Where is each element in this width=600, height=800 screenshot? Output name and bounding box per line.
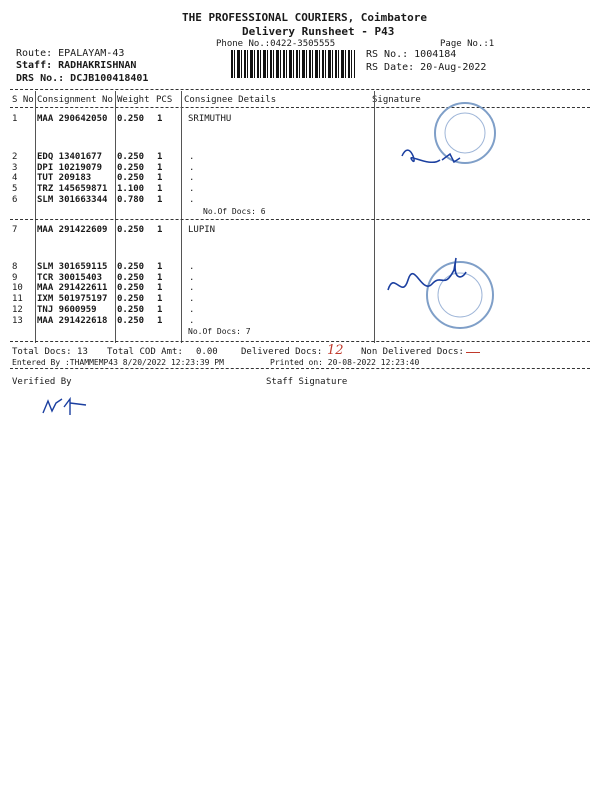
rs-number: RS No.: 1004184 (366, 49, 457, 60)
consignee-name: LUPIN (188, 225, 216, 235)
delivered-docs-label: Delivered Docs: (241, 347, 323, 357)
col-pcs: PCS (156, 95, 173, 105)
cell-weight: 1.100 (117, 184, 145, 195)
cell-sno: 2 (12, 152, 18, 162)
col-consignment: Consignment No (37, 95, 113, 105)
cell-weight: 0.250 (117, 162, 145, 173)
cell-pcs: 1 (157, 283, 163, 294)
cell-weight: 0.250 (117, 304, 145, 315)
cell-dot: . (189, 184, 195, 195)
runsheet-subtitle: Delivery Runsheet - P43 (242, 25, 395, 38)
cell-cno: TCR 30015403 (37, 272, 103, 283)
cell-sno: 13 (12, 315, 23, 326)
cell-dot: . (189, 294, 195, 305)
verified-by: Verified By (12, 377, 72, 387)
route-label: Route: EPALAYAM-43 (16, 48, 125, 59)
cell-weight: 0.250 (117, 152, 145, 162)
cell-sno: 9 (12, 272, 18, 283)
col-weight: Weight (117, 95, 150, 105)
cell-dot: . (189, 304, 195, 315)
cell-dot: . (189, 152, 195, 162)
cell-weight: 0.250 (117, 283, 145, 294)
company-stamp (382, 250, 512, 340)
drs-number: DRS No.: DCJB100418401 (16, 73, 149, 84)
cell-pcs: 1 (157, 225, 163, 235)
company-stamp (380, 98, 510, 188)
cell-cno: MAA 291422611 (37, 283, 108, 294)
cell-pcs: 1 (157, 114, 163, 124)
col-signature: Signature (372, 95, 421, 105)
cell-cno: SLM 301663344 (37, 194, 108, 205)
cell-cno: TRZ 145659871 (37, 184, 108, 195)
cell-sno: 8 (12, 262, 18, 272)
cell-sno: 10 (12, 283, 23, 294)
cell-weight: 0.250 (117, 114, 145, 124)
barcode (231, 50, 355, 78)
cell-weight: 0.250 (117, 262, 145, 272)
cell-dot: . (189, 162, 195, 173)
cell-weight: 0.250 (117, 315, 145, 326)
rs-date: RS Date: 20-Aug-2022 (366, 62, 487, 73)
cell-cno: TNJ 9600959 (37, 304, 97, 315)
cell-cno: DPI 10219079 (37, 162, 103, 173)
non-delivered-label: Non Delivered Docs: (361, 347, 464, 357)
cell-dot: . (189, 194, 195, 205)
cell-sno: 7 (12, 225, 18, 235)
verifier-signature (40, 393, 100, 421)
cell-dot: . (189, 173, 195, 184)
cell-dot: . (189, 315, 195, 326)
cell-sno: 12 (12, 304, 23, 315)
total-cod-value: 0.00 (196, 347, 218, 357)
cell-pcs: 1 (157, 152, 163, 162)
cell-pcs: 1 (157, 184, 163, 195)
cell-sno: 6 (12, 194, 18, 205)
consignee-name: SRIMUTHU (188, 114, 232, 124)
cell-pcs: 1 (157, 173, 163, 184)
cell-sno: 4 (12, 173, 18, 184)
cell-weight: 0.250 (117, 294, 145, 305)
col-consignee: Consignee Details (184, 95, 277, 105)
cell-weight: 0.250 (117, 173, 145, 184)
cell-cno: MAA 290642050 (37, 114, 108, 124)
cell-pcs: 1 (157, 194, 163, 205)
docs-count: No.Of Docs: 7 (188, 327, 251, 336)
cell-sno: 11 (12, 294, 23, 305)
cell-cno: TUT 209183 (37, 173, 92, 184)
cell-dot: . (189, 262, 195, 272)
cell-weight: 0.780 (117, 194, 145, 205)
docs-count: No.Of Docs: 6 (203, 207, 266, 216)
cell-weight: 0.250 (117, 272, 145, 283)
cell-pcs: 1 (157, 304, 163, 315)
cell-dot: . (189, 283, 195, 294)
cell-pcs: 1 (157, 294, 163, 305)
total-docs: Total Docs: 13 (12, 347, 88, 357)
cell-pcs: 1 (157, 162, 163, 173)
printed-on: Printed on: 20-08-2022 12:23:40 (270, 358, 420, 367)
staff-signature-label: Staff Signature (266, 377, 348, 387)
cell-pcs: 1 (157, 272, 163, 283)
cell-weight: 0.250 (117, 225, 145, 235)
cell-pcs: 1 (157, 315, 163, 326)
cell-cno: SLM 301659115 (37, 262, 108, 272)
non-delivered-dash (466, 352, 480, 353)
cell-cno: MAA 291422618 (37, 315, 108, 326)
page-number: Page No.:1 (440, 39, 495, 49)
cell-cno: IXM 501975197 (37, 294, 108, 305)
delivered-count-handwritten: 12 (327, 343, 344, 358)
col-sno: S No (12, 95, 34, 105)
phone-number: Phone No.:0422-3505555 (216, 39, 336, 49)
cell-pcs: 1 (157, 262, 163, 272)
entered-by: Entered By :THAMMEMP43 8/20/2022 12:23:39 PM (12, 358, 224, 367)
cell-dot: . (189, 272, 195, 283)
cell-sno: 1 (12, 114, 18, 124)
total-cod-label: Total COD Amt: (107, 347, 183, 357)
cell-sno: 3 (12, 162, 18, 173)
company-title: THE PROFESSIONAL COURIERS, Coimbatore (182, 11, 428, 24)
staff-label: Staff: RADHAKRISHNAN (16, 60, 137, 71)
cell-cno: EDQ 13401677 (37, 152, 103, 162)
cell-sno: 5 (12, 184, 18, 195)
cell-cno: MAA 291422609 (37, 225, 108, 235)
